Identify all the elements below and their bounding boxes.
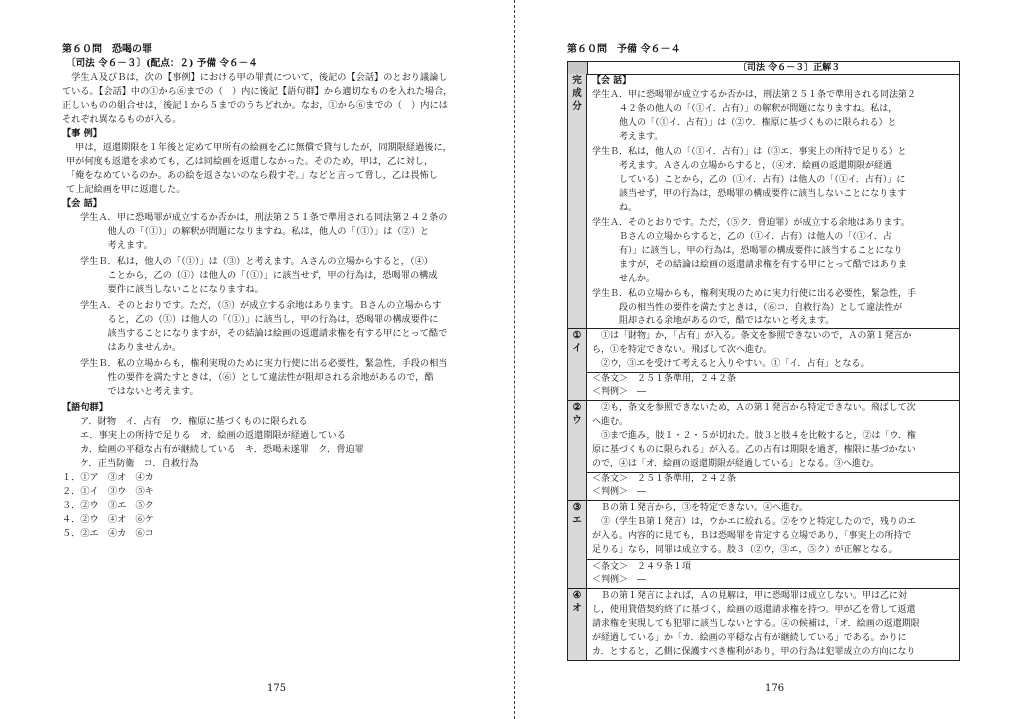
section-4-label-cell: ④ オ (568, 588, 587, 660)
answer-header-text: 〔司法 令６－３〕正解３ (738, 63, 841, 73)
right-page (515, 0, 1029, 719)
section-3-precedent: ＜判例＞ ― (592, 575, 647, 585)
section-1-line: ら，①を特定できない。飛ばして次へ進む。 (592, 345, 773, 355)
case-heading: 【事 例】 (62, 128, 102, 139)
answer-table (567, 61, 960, 661)
conversation-line: 学生Ｂ．私は，他人の「（①）」は（③）と考えます。Ａさんの立場からすると，（④） (80, 256, 433, 267)
section-4-line: 請求権を実現しても犯罪に該当しないとする。④の候補は，「オ．絵画の返還期限 (592, 619, 920, 629)
choice-2: ２．①イ ③ウ ⑤キ (62, 486, 154, 497)
section-3-line: Ｂの第１発言から，③を特定できない。④へ進む。 (592, 503, 809, 513)
section-3-label-cell: ③ エ (568, 500, 587, 588)
completion-line: している）ことから，乙の（①イ．占有）は他人の「（①イ．占有）」に (592, 175, 906, 185)
left-page (0, 0, 514, 719)
section-2-line: ②も，条文を参照できないため，Ａの第１発言から特定できない。飛ばして次 (592, 403, 916, 413)
completion-line: 考えます。 (592, 132, 664, 142)
section-4-line: し，使用貸借契約終了に基づく，絵画の返還請求権を持つ。甲が乙を脅して返還 (592, 605, 916, 615)
intro-line: ている。【会話】中の①から⑥までの（ ）内に後記【語句群】から適切なものを入れた場合， (62, 86, 453, 97)
completion-line: Ｂさんの立場からすると，乙の（①イ．占有）は他人の「（①イ．占 (592, 232, 892, 242)
conversation-line: 学生Ｂ．私の立場からも，権利実現のために実力行使に出る必要性，緊急性，手段の相当 (80, 358, 448, 369)
section-1-line: ①は「財物」か，「占有」が入る。条文を参照できないので，Ａの第１発言か (592, 331, 912, 341)
phrase-line: エ．事実上の所持で足りる オ．絵画の返還期限が経過している (80, 430, 346, 441)
conversation-line: 性の要件を満たすときは，（⑥）として違法性が阻却される余地があるので，酷 (80, 372, 434, 383)
choice-4: ４．②ウ ④オ ⑥ケ (62, 514, 154, 525)
conversation-line: 他人の「（①）」の解釈が問題になりますね。私は，他人の「（①）」は（②）と (80, 226, 430, 237)
section-3-statute: ＜条文＞ ２４９条１項 (592, 562, 692, 572)
intro-line: 正しいものの組合せは，後記１から５までのうちどれか。なお，①から⑥までの（ ）内には (62, 100, 448, 111)
section-2-line: ⑤まで進み，肢１・２・５が切れた。肢３と肢４を比較すると，②は「ウ．権 (592, 431, 916, 441)
section-3-line: が入る。内容的に見ても，Ｂは恐喝罪を肯定する立場であり，「事実上の所持で (592, 531, 912, 541)
phrase-line: カ．絵画の平穏な占有が継続している キ．恐喝未遂罪 ク．脅迫罪 (80, 444, 364, 455)
completion-line: ますが，その結論は絵画の返還請求権を有する甲にとって酷ではありま (592, 260, 907, 270)
conversation-line: 学生Ａ．甲に恐喝罪が成立するか否かは，刑法第２５１条で準用される同法第２４２条の (80, 212, 448, 223)
completion-line: 学生Ａ．甲に恐喝罪が成立するか否かは，刑法第２５１条で準用される同法第２ (592, 90, 917, 100)
answer-title: 第６０問 予備 令６－４ (567, 44, 681, 55)
choice-1: １．①ア ③オ ④カ (62, 472, 154, 483)
completion-line: 該当せず，甲の行為は，恐喝罪の構成要件に該当しないことになります (592, 189, 907, 199)
conversation-line: ると，乙の（①）は他人の「（①）」に該当し，甲の行為は，恐喝罪の構成要件に (80, 314, 439, 325)
completion-line: 考えます。Ａさんの立場からすると，（④オ．絵画の返還期限が経過 (592, 161, 892, 171)
section-3-line: ③（学生Ｂ第１発言）は，ウかエに絞れる。②をウと特定したので，残りのエ (592, 517, 916, 527)
conversation-line: 考えます。 (80, 240, 153, 251)
case-line: 甲は，返還期限を１年後と定めて甲所有の絵画を乙に無償で貸与したが，同期限経過後に， (66, 142, 452, 153)
section-1-line: ②ウ，③エを受けて考えると入りやすい。①「イ．占有」となる。 (592, 359, 870, 369)
question-title: 第６０問 恐喝の罪 (62, 44, 152, 55)
case-line: て上記絵画を甲に返還した。 (66, 184, 186, 195)
choice-3: ３．②ウ ③エ ⑤ク (62, 500, 154, 511)
completion-line: 学生Ａ．そのとおりです。ただ，（⑤ク．脅迫罪）が成立する余地はあります。 (592, 218, 910, 228)
completion-line: 段の相当性の要件を満たすときは，（⑥コ．自救行為）として違法性が (592, 303, 903, 313)
completion-line: 他人の「（①イ．占有）」は（②ウ．権原に基づくものに限られる）と (592, 118, 897, 128)
conversation-line: 学生Ａ．そのとおりです。ただ，（⑤）が成立する余地はあります。Ｂさんの立場からす (80, 300, 442, 311)
conversation-heading: 【会 話】 (62, 198, 102, 209)
completion-line: 有）」に該当し，甲の行為は，恐喝罪の構成要件に該当することになり (592, 246, 903, 256)
completion-heading: 【会 話】 (592, 76, 632, 86)
intro-line: それぞれ異なるものが入る。 (62, 114, 182, 125)
section-2-line: 原に基づくものに限られる」が入る。乙の占有は期限を過ぎ，権限に基づかない (592, 445, 916, 455)
answer-table-header (568, 62, 959, 75)
completion-line: せんか。 (592, 274, 656, 284)
completion-line: ４２条の他人の「（①イ．占有）」の解釈が問題になりますね。私は， (592, 104, 898, 114)
section-3-line: 足りる」なら，同罪は成立する。肢３（②ウ，③エ，⑤ク）が正解となる。 (592, 545, 898, 555)
completion-line: 阻却される余地があるので，酷ではないと考えます。 (592, 316, 835, 326)
section-1-precedent: ＜判例＞ ― (592, 387, 647, 397)
section-1-statute: ＜条文＞ ２５１条準用，２４２条 (592, 374, 737, 384)
section-4-line: Ｂの第１発言によれば，Ａの見解は，甲に恐喝罪は成立しない。甲は乙に対 (592, 591, 908, 601)
question-subtitle: 〔司法 令６－３〕(配点：２) 予備 令６－４ (66, 58, 258, 69)
section-2-label-cell: ② ウ (568, 400, 587, 500)
conversation-line: ではないと考えます。 (80, 386, 199, 397)
section-1-label-cell: ① イ (568, 328, 587, 400)
completion-label-cell: 完 成 分 (568, 74, 587, 328)
choice-5: ５．②エ ④カ ⑥コ (62, 528, 154, 539)
conversation-line: はありませんか。 (80, 342, 182, 353)
phrase-line: ア．財物 イ．占有 ウ．権原に基づくものに限られる (80, 416, 308, 427)
section-2-line: へ進む。 (592, 417, 629, 427)
section-4-line: が経過している」か「カ．絵画の平穏な占有が継続している」である。かりに (592, 633, 907, 643)
conversation-line: 要件に該当しないことになりますね。 (80, 284, 264, 295)
conversation-line: ことから，乙の（①）は他人の「（①）」に該当せず，甲の行為は，恐喝罪の構成 (80, 270, 438, 281)
completion-line: ね。 (592, 203, 638, 213)
phrase-line: ケ．正当防衛 コ．自救行為 (80, 458, 199, 469)
conversation-line: 該当することになりますが，その結論は絵画の返還請求権を有する甲にとって酷で (80, 328, 448, 339)
section-4-line: カ．とすると，乙側に保護すべき権利があり，甲の行為は犯罪成立の方向になり (592, 647, 916, 657)
page-number: 176 (765, 683, 785, 694)
page-number: 175 (267, 683, 287, 694)
intro-line: 学生Ａ及びＢは，次の【事例】における甲の罪責について，後記の【会話】のとおり議論し (62, 72, 448, 83)
case-line: 甲が何度も返還を求めても，乙は同絵画を返還しなかった。そのため，甲は，乙に対し， (66, 156, 434, 167)
section-2-statute: ＜条文＞ ２５１条準用，２４２条 (592, 474, 737, 484)
section-2-line: ので，④は「オ．絵画の返還期限が経過している」となる。③へ進む。 (592, 459, 880, 469)
section-2-precedent: ＜判例＞ ― (592, 487, 647, 497)
phrase-heading: 【語句群】 (62, 402, 108, 413)
completion-line: 学生Ｂ．私は，他人の「（①イ．占有）」は（③エ．事実上の所持で足りる）と (592, 147, 907, 157)
case-line: 「俺をなめているのか。あの絵を返さないのなら殺すぞ。」などと言って脅し，乙は畏怖し (66, 170, 438, 181)
completion-line: 学生Ｂ．私の立場からも，権利実現のために実力行使に出る必要性，緊急性，手 (592, 289, 917, 299)
